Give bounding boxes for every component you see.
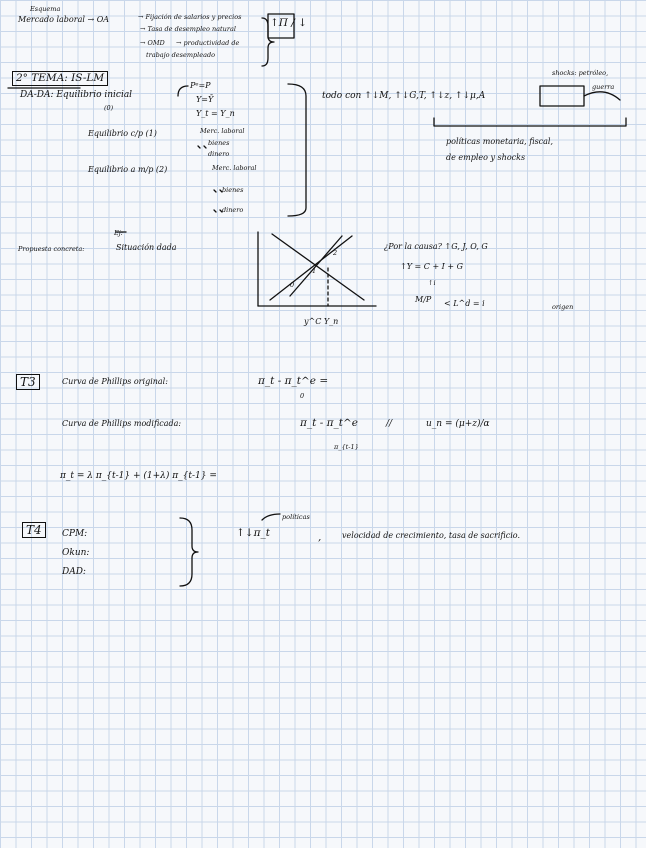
phillips-modificada-text: Curva de Phillips modificada:	[62, 419, 182, 428]
bracket-symbol: ↑Π / ↓	[270, 17, 307, 29]
todo-bracket	[434, 118, 626, 126]
okun-text: Okun:	[62, 548, 90, 558]
zero-label: (0)	[104, 104, 114, 112]
double-slash: //	[386, 419, 393, 429]
eq-cp-text: Equilibrio c/p (1)	[88, 129, 157, 138]
graph-label-2: 2	[333, 249, 338, 257]
is-lm-graph	[258, 232, 376, 306]
ld-text: < L^d = i	[444, 299, 485, 308]
mp-text: M/P	[415, 295, 432, 304]
merc-laboral-1: Merc. laboral	[200, 127, 245, 135]
un-equation: u_n = (μ+z)/α	[426, 419, 490, 429]
curve-lm	[270, 236, 352, 300]
graph-label-0: 0	[290, 281, 295, 289]
eq-mp-text: Equilibrio a m/p (2)	[88, 165, 168, 174]
mercado-laboral-text: Mercado laboral → OA	[18, 15, 110, 24]
graph-label-1: 1	[312, 267, 317, 275]
dad-text: DAD:	[62, 567, 86, 577]
item-fijacion: → Fijación de salarios y precios	[138, 13, 242, 21]
pi-prev: π_{t-1}	[334, 443, 359, 451]
shocks-2-text: de empleo y shocks	[446, 153, 526, 162]
politicas-label: políticas	[282, 513, 310, 521]
pe-p-text: Pᵉ=P	[190, 81, 211, 90]
pi-t-text: ↑↓π_t	[236, 527, 270, 539]
dinero-1: dinero	[208, 150, 230, 158]
graph-axis-label: y^C Y_n	[304, 317, 339, 326]
ej-label: Ej:	[114, 229, 123, 237]
tema2-title: 2° TEMA: IS-LM	[12, 71, 108, 86]
bienes-2: bienes	[222, 186, 244, 194]
pi-box	[268, 14, 294, 38]
dynamic-equation: π_t = λ π_{t-1} + (1+λ) π_{t-1} =	[60, 471, 217, 481]
propuesta-text: Propuesta concreta:	[18, 245, 85, 253]
modified-equation: π_t - π_t^e	[300, 417, 358, 429]
da-da-text: DA-DA: Equilibrio inicial	[20, 90, 133, 100]
bienes-1: bienes	[208, 139, 230, 147]
yt-yn-text: Y_t = Y_n	[196, 109, 235, 118]
zero-below: 0	[300, 392, 305, 400]
merc-laboral-2: Merc. laboral	[212, 164, 257, 172]
cpm-text: CPM:	[62, 529, 88, 539]
shocks-text: shocks: petróleo,	[552, 69, 609, 77]
esquema-label: Esquema	[30, 5, 61, 13]
tema2-bracket	[288, 84, 306, 216]
curve-is-1	[272, 234, 364, 300]
t4-brace	[180, 518, 198, 586]
todo-con-text: todo con ↑↓M, ↑↓G,T, ↑↓z, ↑↓μ,A	[322, 91, 486, 101]
guerra-text: guerra	[592, 83, 615, 91]
curve-shift	[290, 236, 342, 296]
situacion-text: Situación dada	[116, 243, 177, 252]
item-tasa-desempleo: → Tasa de desempleo natural	[140, 25, 236, 33]
item-trabajo-desempleado: trabajo desempleado	[146, 51, 216, 59]
eq-y-text: ↑Y = C + I + G	[400, 262, 464, 271]
t3-label: T3	[16, 374, 40, 390]
comma-text: ,	[318, 531, 322, 543]
t4-label: T4	[22, 522, 46, 538]
phillips-equation: π_t - π_t^e =	[258, 375, 329, 387]
origen-text: origen	[552, 303, 574, 311]
item-productividad: → productividad de	[176, 39, 240, 47]
phillips-original-text: Curva de Phillips original:	[62, 377, 168, 386]
y-bar-text: Y=Ȳ	[196, 95, 214, 104]
politicas-text: políticas monetaria, fiscal,	[446, 137, 554, 146]
y-i-text: ↑i	[428, 279, 436, 287]
velocidad-text: velocidad de crecimiento, tasa de sacrificio.	[342, 531, 520, 540]
causas-text: ¿Por la causa? ↑G, J, O, G	[384, 242, 488, 251]
dinero-2: dinero	[222, 206, 244, 214]
item-omd: → OMD	[140, 39, 165, 47]
